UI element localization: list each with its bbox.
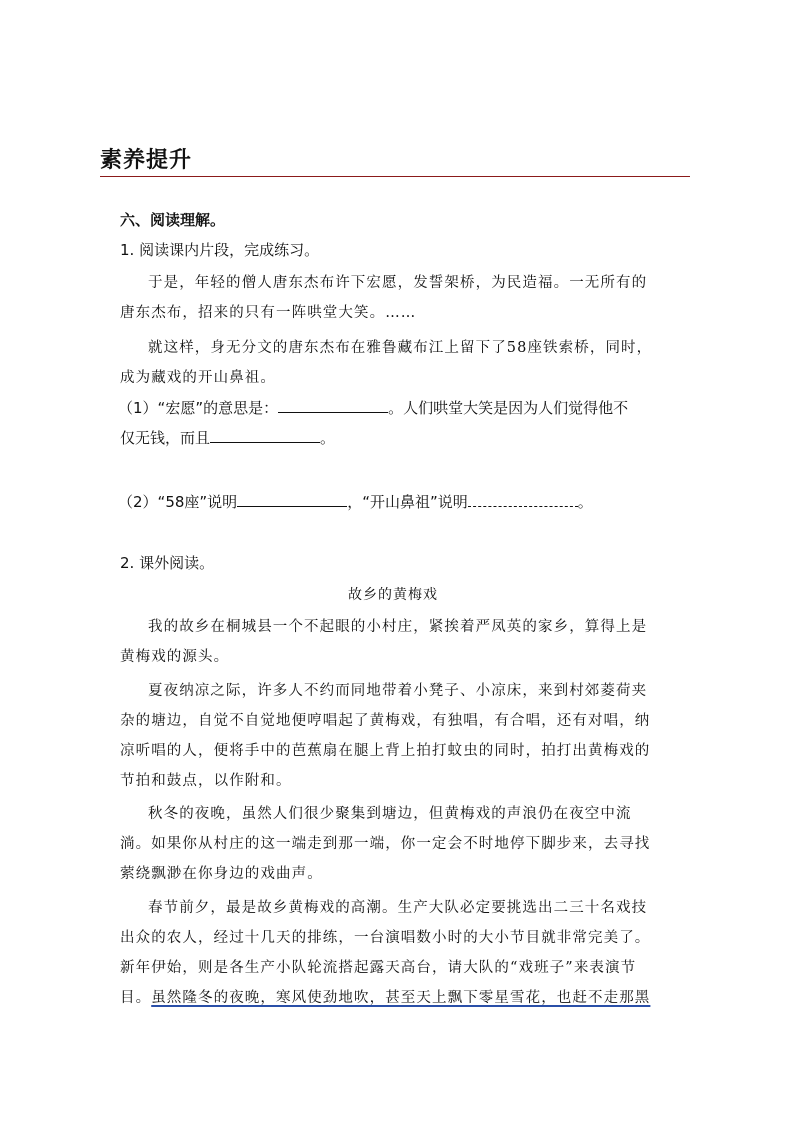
part-heading: 六、阅读理解。 <box>120 211 226 229</box>
q1-sub1-text-c: 仅无钱，而且 <box>120 429 211 447</box>
q1-sub1-line2 <box>120 428 335 448</box>
section-title: 素养提升 <box>100 148 193 173</box>
q2-article-line: 我的故乡在桐城县一个不起眼的小村庄，紧挨着严凤英的家乡，算得上是 <box>148 619 648 635</box>
q2-article-line: 秋冬的夜晚，虽然人们很少聚集到塘边，但黄梅戏的声浪仍在夜空中流 <box>148 806 632 822</box>
q1-sub1-text-d: 。 <box>320 429 336 447</box>
q2-article-line: 淌。如果你从村庄的这一端走到那一端，你一定会不时地停下脚步来，去寻找 <box>120 836 651 852</box>
answer-blank-58[interactable] <box>237 492 347 507</box>
q1-sub2-text-b: ，“开山鼻祖”说明 <box>347 493 468 511</box>
q1-sub2-text-a: （2）“58座”说明 <box>118 493 238 511</box>
q1-sub1-line1 <box>118 398 628 418</box>
q2-underlined-sentence: 虽然隆冬的夜晚，寒风使劲地吹，甚至天上飘下零星雪花，也赶不走那黑 <box>151 990 651 1006</box>
q2-article-line: 节拍和鼓点，以作附和。 <box>120 773 292 789</box>
q2-article-last-line <box>120 988 650 1008</box>
q1-sub1-text-b: 。人们哄堂大笑是因为人们觉得他不 <box>388 399 629 417</box>
q2-article-line: 黄梅戏的源头。 <box>120 649 230 665</box>
q1-sub2-line <box>118 492 593 512</box>
answer-blank-hongyuan[interactable] <box>278 398 388 413</box>
answer-blank-reason[interactable] <box>210 428 320 443</box>
q2-last-line-prefix: 目。 <box>120 990 152 1006</box>
q1-sub2-text-c: 。 <box>577 493 593 511</box>
q1-sub1-text-a: （1）“宏愿”的意思是： <box>118 399 279 417</box>
section-header <box>100 146 690 177</box>
q2-article-line: 凉听唱的人，便将手中的芭蕉扇在腿上背上拍打蚊虫的同时，拍打出黄梅戏的 <box>120 743 651 759</box>
q1-heading: 1. 阅读课内片段，完成练习。 <box>120 241 320 259</box>
answer-blank-founder[interactable] <box>468 492 578 507</box>
q1-passage-line: 就这样，身无分文的唐东杰布在雅鲁藏布江上留下了58座铁索桥，同时， <box>148 340 653 356</box>
q2-article-line: 夏夜纳凉之际，许多人不约而同地带着小凳子、小凉床，来到村郊菱荷夹 <box>148 683 648 699</box>
q2-article-title: 故乡的黄梅戏 <box>348 587 438 603</box>
q2-article-line: 新年伊始，则是各生产小队轮流搭起露天高台，请大队的“戏班子”来表演节 <box>120 960 637 976</box>
section-divider <box>100 176 690 177</box>
q2-article-line: 萦绕飘渺在你身边的戏曲声。 <box>120 866 323 882</box>
q2-heading: 2. 课外阅读。 <box>120 554 215 572</box>
q1-passage-line: 成为藏戏的开山鼻祖。 <box>120 370 276 386</box>
q1-passage-line: 唐东杰布，招来的只有一阵哄堂大笑。…… <box>120 305 417 321</box>
q2-article-line: 出众的农人，经过十几天的排练，一台演唱数小时的大小节目就非常完美了。 <box>120 930 651 946</box>
q2-article-line: 春节前夕，最是故乡黄梅戏的高潮。生产大队必定要挑选出二三十名戏技 <box>148 900 648 916</box>
q1-passage-line: 于是，年轻的僧人唐东杰布许下宏愿，发誓架桥，为民造福。一无所有的 <box>148 275 648 291</box>
q2-article-line: 杂的塘边，自觉不自觉地便哼唱起了黄梅戏，有独唱，有合唱，还有对唱，纳 <box>120 713 651 729</box>
